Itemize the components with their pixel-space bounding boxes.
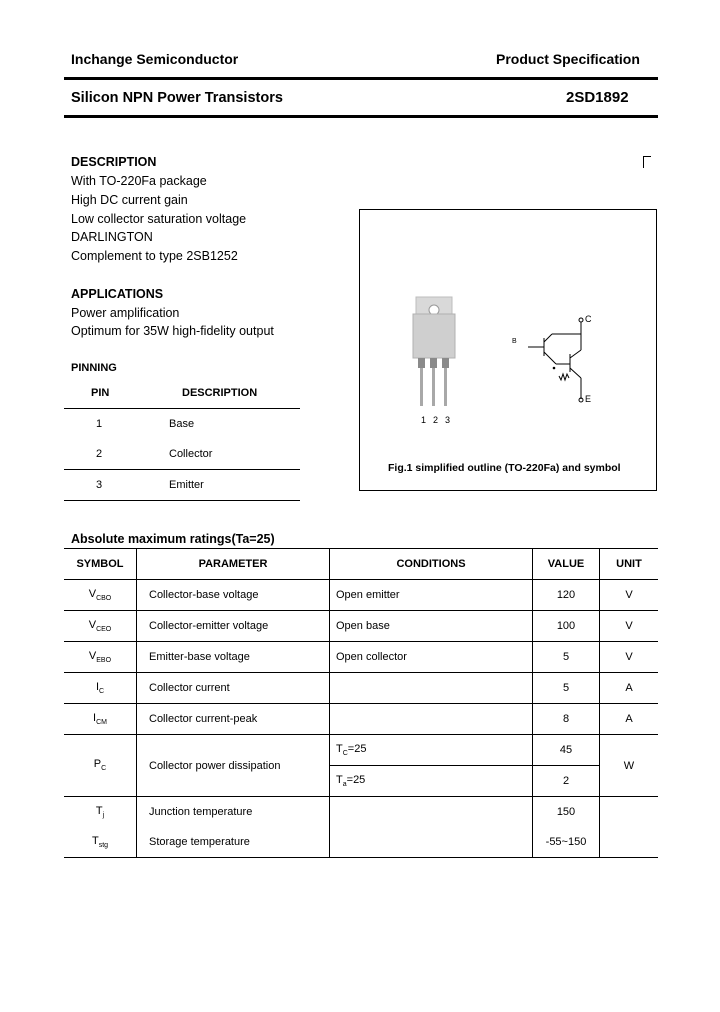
emitter-label: E [585,394,592,404]
conditions-cell: $T_C=25$ [330,735,533,766]
description-item: With TO-220Fa package [71,174,207,188]
symbol-cell: $V_{CBO}$ [64,580,137,611]
unit-cell: A [600,704,659,735]
symbol-cell: $V_{EBO}$ [64,642,137,673]
parameter-cell: Collector-emitter voltage [137,611,330,642]
document-type: Product Specification [496,51,640,67]
package-outline-and-symbol [360,210,658,492]
conditions-cell [330,704,533,735]
darlington-symbol [528,318,583,402]
value-cell: 150 [533,797,600,828]
description-heading: DESCRIPTION [71,155,157,169]
parameter-cell: Collector-base voltage [137,580,330,611]
pin-label: 3 [445,415,451,425]
symbol-cell: $V_{CEO}$ [64,611,137,642]
table-row [64,735,658,766]
pin-description: Emitter [168,470,300,501]
company-name: Inchange Semiconductor [71,51,239,67]
figure-box [359,209,657,491]
header-rule-bottom [64,115,658,118]
table-row [64,580,658,611]
symbol-column-header: SYMBOL [64,549,137,580]
pinning-table [64,378,300,501]
unit-cell: V [600,580,659,611]
parameter-cell: Collector current [137,673,330,704]
parameter-cell: Collector power dissipation [137,735,330,797]
conditions-cell: Open emitter [330,580,533,611]
pin-description: Base [169,418,195,430]
parameter-cell: Storage temperature [137,827,330,858]
description-item: Low collector saturation voltage [71,212,247,226]
table-row [64,827,658,858]
unit-cell: W [600,735,659,797]
description-column-header: DESCRIPTION [168,378,300,409]
conditions-cell: $T_a=25$ [330,766,533,797]
pin-label: 1 [421,415,427,425]
base-label: B [512,338,517,345]
unit-cell: V [600,611,659,642]
ratings-table [64,548,658,858]
table-row [64,673,658,704]
applications-heading: APPLICATIONS [71,287,164,301]
value-cell: 5 [533,642,600,673]
table-row [64,470,300,501]
symbol-cell: $I_C$ [64,673,137,704]
table-row [64,409,300,440]
unit-cell [600,797,659,828]
application-item: Optimum for 35W high-fidelity output [71,324,274,338]
pin-description: Collector [168,439,300,470]
ratings-heading: Absolute maximum ratings(Ta=25) [71,532,275,546]
unit-cell: V [600,642,659,673]
value-cell: 100 [533,611,600,642]
value-cell: 120 [533,580,600,611]
pinning-header-row [64,378,300,409]
conditions-cell: Open base [330,611,533,642]
pin-number: 1 [96,418,103,430]
document-title: Silicon NPN Power Transistors [71,90,283,106]
table-row [64,797,658,828]
conditions-cell [330,827,533,858]
conditions-cell: Open collector [330,642,533,673]
application-item: Power amplification [71,306,180,320]
description-item: High DC current gain [71,193,188,207]
value-cell: 45 [533,735,600,766]
figure-caption: Fig.1 simplified outline (TO-220Fa) and symbol [388,462,621,474]
pin-column-header: PIN [64,378,168,409]
description-item: DARLINGTON [71,230,153,244]
table-row [64,611,658,642]
parameter-column-header: PARAMETER [137,549,330,580]
symbol-cell: $I_{CM}$ [64,704,137,735]
unit-cell [600,827,659,858]
value-cell: 2 [533,766,600,797]
part-number: 2SD1892 [566,89,629,106]
conditions-column-header: CONDITIONS [330,549,533,580]
package-outline [413,297,455,406]
value-cell: -55~150 [533,827,600,858]
ratings-header-row [64,549,658,580]
collector-label: C [585,314,592,324]
symbol-cell: $T_j$ [95,804,105,820]
parameter-cell: Emitter-base voltage [137,642,330,673]
pin-label: 2 [433,415,439,425]
value-cell: 8 [533,704,600,735]
pin-number: 2 [64,439,168,470]
symbol-cell: $P_C$ [64,735,137,797]
value-cell: 5 [533,673,600,704]
conditions-cell [330,673,533,704]
table-row [64,642,658,673]
table-row [64,439,300,470]
parameter-cell: Collector current-peak [137,704,330,735]
corner-mark [643,156,651,168]
value-column-header: VALUE [533,549,600,580]
table-row [64,704,658,735]
pin-number: 3 [64,470,168,501]
unit-column-header: UNIT [600,549,659,580]
conditions-cell [330,797,533,828]
unit-cell: A [600,673,659,704]
header-rule-top [64,77,658,80]
symbol-cell: $T_{stg}$ [64,827,137,858]
description-item: Complement to type 2SB1252 [71,249,238,263]
pinning-heading: PINNING [71,362,117,374]
parameter-cell: Junction temperature [137,797,330,828]
